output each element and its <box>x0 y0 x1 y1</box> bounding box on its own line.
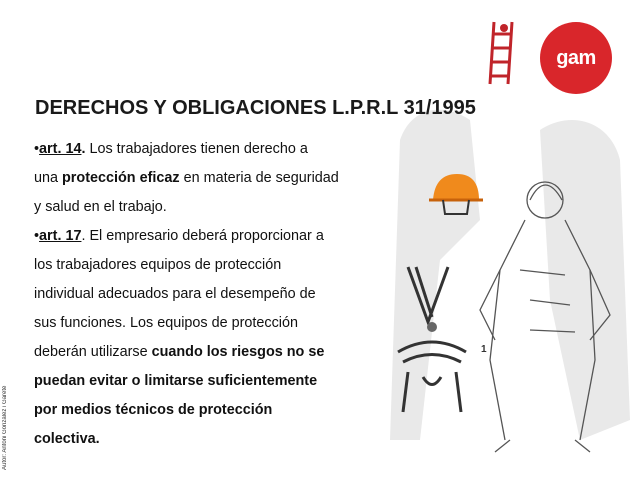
text-line <box>34 251 379 280</box>
logo-text: gam <box>556 46 596 69</box>
side-number: 1 <box>481 344 487 355</box>
text-span: los trabajadores equipos de protección <box>34 257 282 273</box>
helmet-icon <box>425 168 485 218</box>
text-span: . <box>81 141 86 157</box>
text-span: una <box>34 170 63 186</box>
text-span: individual adecuados para el desempeño de <box>34 286 316 302</box>
text-line <box>34 309 379 338</box>
text-line <box>34 280 379 309</box>
text-line <box>34 338 379 367</box>
text-span: puedan evitar o limitarse suficientemente <box>34 373 318 389</box>
text-span: deberán utilizarse <box>34 344 152 360</box>
text-line <box>34 425 379 454</box>
author-credit: Autor: Antoni González i Gareté <box>2 385 8 470</box>
text-line <box>34 222 379 251</box>
text-span: • <box>34 228 40 244</box>
article-reference: art. 14 <box>39 141 82 157</box>
harness-icon <box>388 262 476 422</box>
body-text <box>34 135 379 454</box>
text-line <box>34 164 379 193</box>
text-span: y salud en el trabajo. <box>34 199 167 215</box>
text-span: colectiva. <box>34 431 100 447</box>
text-span: cuando los riesgos no se <box>151 344 325 360</box>
article-reference: art. 17 <box>39 228 82 244</box>
text-span: sus funciones. Los equipos de protección <box>34 315 298 331</box>
company-logo <box>540 22 612 94</box>
page-title: DERECHOS Y OBLIGACIONES L.P.R.L 31/1995 <box>35 97 476 119</box>
text-span: protección eficaz <box>62 170 180 186</box>
text-line <box>34 396 379 425</box>
text-line <box>34 367 379 396</box>
text-line <box>34 135 379 164</box>
text-line <box>34 193 379 222</box>
text-span: • <box>34 141 40 157</box>
text-span: . El empresario deberá proporcionar a <box>81 228 324 244</box>
ladder-icon <box>482 18 524 88</box>
text-span: por medios técnicos de protección <box>34 402 273 418</box>
text-span: en materia de seguridad <box>179 170 339 186</box>
text-span: Los trabajadores tienen derecho a <box>85 141 308 157</box>
